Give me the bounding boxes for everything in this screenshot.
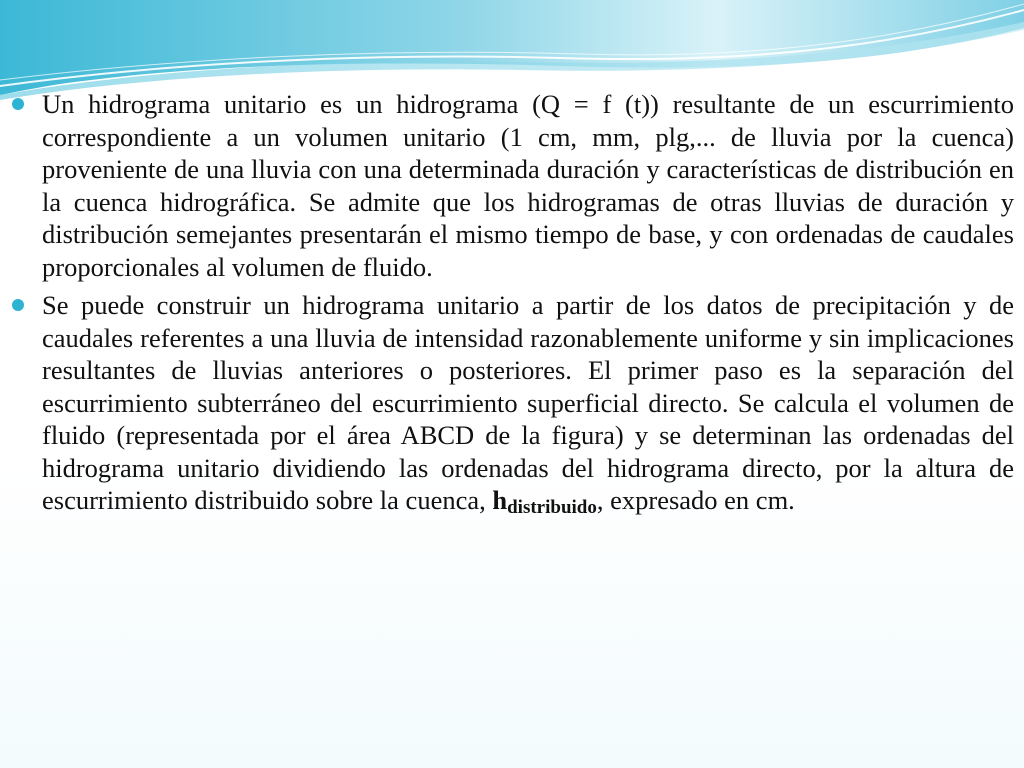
symbol-subscript: distribuido xyxy=(507,497,597,518)
bullet-dot-icon xyxy=(12,299,24,311)
bullet-item xyxy=(12,289,1014,517)
symbol-main: h xyxy=(492,485,508,515)
header-wave-decoration xyxy=(0,0,1024,100)
bullet-text xyxy=(42,289,1014,517)
bullet-text-part: , expresado en cm. xyxy=(596,485,795,515)
h-distribuido-symbol xyxy=(492,485,597,518)
bullet-text-part: Se puede construir un hidrograma unitario a partir de los datos de precipitación y de caudales referentes a una lluvia de intensidad razonablemente uniforme y sin implicaciones resultantes de lluvias anteriores o posteriores. El primer paso es la separación del escurrimiento subterráneo del escurrimiento superficial directo. Se calcula el volumen de fluido (representada por el área ABCD de la figura) y se determinan las ordenadas del hidrograma unitario dividiendo las ordenadas del hidrograma directo, por la altura de escurrimiento distribuido sobre la cuenca, xyxy=(42,290,1014,515)
bullet-dot-icon xyxy=(12,98,24,110)
slide-content xyxy=(12,88,1014,523)
bullet-text: Un hidrograma unitario es un hidrograma (Q = f (t)) resultante de un escurrimiento correspondiente a un volumen unitario (1 cm, mm, plg,... de lluvia por la cuenca) proveniente de una lluvia con una determinada duración y características de distribución en la cuenca hidrográfica. Se admite que los hidrogramas de otras lluvias de duración y distribución semejantes presentarán el mismo tiempo de base, y con ordenadas de caudales proporcionales al volumen de fluido. xyxy=(42,89,1014,282)
bullet-item xyxy=(12,88,1014,283)
